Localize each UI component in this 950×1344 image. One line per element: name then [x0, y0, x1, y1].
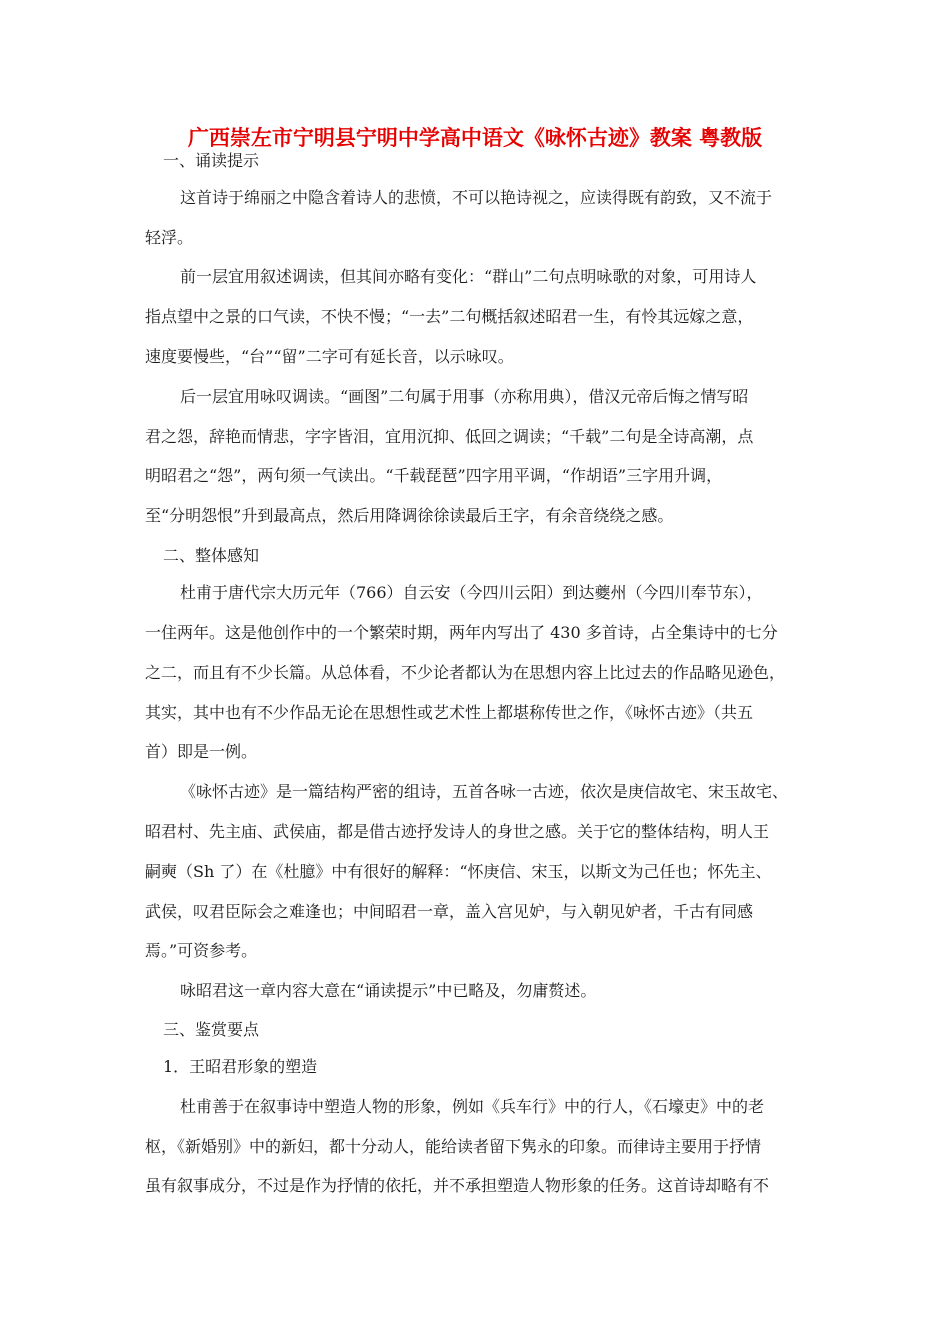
paragraph-line: 这首诗于绵丽之中隐含着诗人的悲愤，不可以艳诗视之，应读得既有韵致，又不流于	[180, 188, 773, 207]
paragraph-line: 其实，其中也有不少作品无论在思想性或艺术性上都堪称传世之作，《咏怀古迹》（共五	[145, 703, 754, 722]
paragraph-line: 首）即是一例。	[145, 742, 258, 761]
paragraph-line: 前一层宜用叙述调读，但其间亦略有变化：“群山”二句点明咏歌的对象，可用诗人	[180, 267, 757, 286]
paragraph-line: 《咏怀古迹》是一篇结构严密的组诗，五首各咏一古迹，依次是庚信故宅、宋玉故宅、	[180, 782, 789, 801]
section-heading: 一、诵读提示	[163, 151, 260, 170]
paragraph-line: 嗣奭（Sh 了）在《杜臆》中有很好的解释：“怀庚信、宋玉，以斯文为己任也；怀先主、	[145, 862, 772, 881]
paragraph-line: 焉。”可资参考。	[145, 941, 258, 960]
paragraph-line: 指点望中之景的口气读，不快不慢；“一去”二句概括叙述昭君一生，有怜其远嫁之意，	[145, 307, 754, 326]
paragraph-line: 明昭君之“怨”，两句须一气读出。“千载琵琶”四字用平调，“作胡语”三字用升调，	[145, 466, 723, 485]
section-heading: 二、整体感知	[163, 546, 260, 565]
subsection-heading: 1．王昭君形象的塑造	[163, 1057, 318, 1076]
paragraph-line: 一住两年。这是他创作中的一个繁荣时期，两年内写出了 430 多首诗，占全集诗中的七分	[145, 623, 778, 642]
paragraph-line: 昭君村、先主庙、武侯庙，都是借古迹抒发诗人的身世之感。关于它的整体结构，明人王	[145, 822, 770, 841]
section-heading: 三、鉴赏要点	[163, 1020, 260, 1039]
paragraph-line: 杜甫于唐代宗大历元年（766）自云安（今四川云阳）到达夔州（今四川奉节东），	[180, 583, 763, 602]
paragraph-line: 杜甫善于在叙事诗中塑造人物的形象，例如《兵车行》中的行人，《石壕吏》中的老	[180, 1097, 765, 1116]
paragraph-line: 君之怨，辞艳而情悲，字字皆泪，宜用沉抑、低回之调读；“千载”二句是全诗高潮，点	[145, 427, 754, 446]
paragraph-line: 之二，而且有不少长篇。从总体看，不少论者都认为在思想内容上比过去的作品略见逊色，	[145, 663, 786, 682]
paragraph-line: 枢，《新婚别》中的新妇，都十分动人，能给读者留下隽永的印象。而律诗主要用于抒情	[145, 1137, 762, 1156]
paragraph-line: 后一层宜用咏叹调读。“画图”二句属于用事（亦称用典），借汉元帝后悔之情写昭	[180, 387, 749, 406]
page-title: 广西崇左市宁明县宁明中学高中语文《咏怀古迹》教案 粤教版	[187, 125, 763, 150]
paragraph-line: 虽有叙事成分，不过是作为抒情的依托，并不承担塑造人物形象的任务。这首诗却略有不	[145, 1176, 770, 1195]
paragraph-line: 至“分明怨恨”升到最高点，然后用降调徐徐读最后王字，有余音绕绕之感。	[145, 506, 674, 525]
paragraph-line: 咏昭君这一章内容大意在“诵读提示”中已略及，勿庸赘述。	[180, 981, 597, 1000]
paragraph-line: 武侯，叹君臣际会之难逢也；中间昭君一章，盖入宫见妒，与入朝见妒者，千古有同感	[145, 902, 754, 921]
paragraph-line: 速度要慢些，“台”“留”二字可有延长音，以示咏叹。	[145, 347, 514, 366]
paragraph-line: 轻浮。	[145, 228, 194, 247]
